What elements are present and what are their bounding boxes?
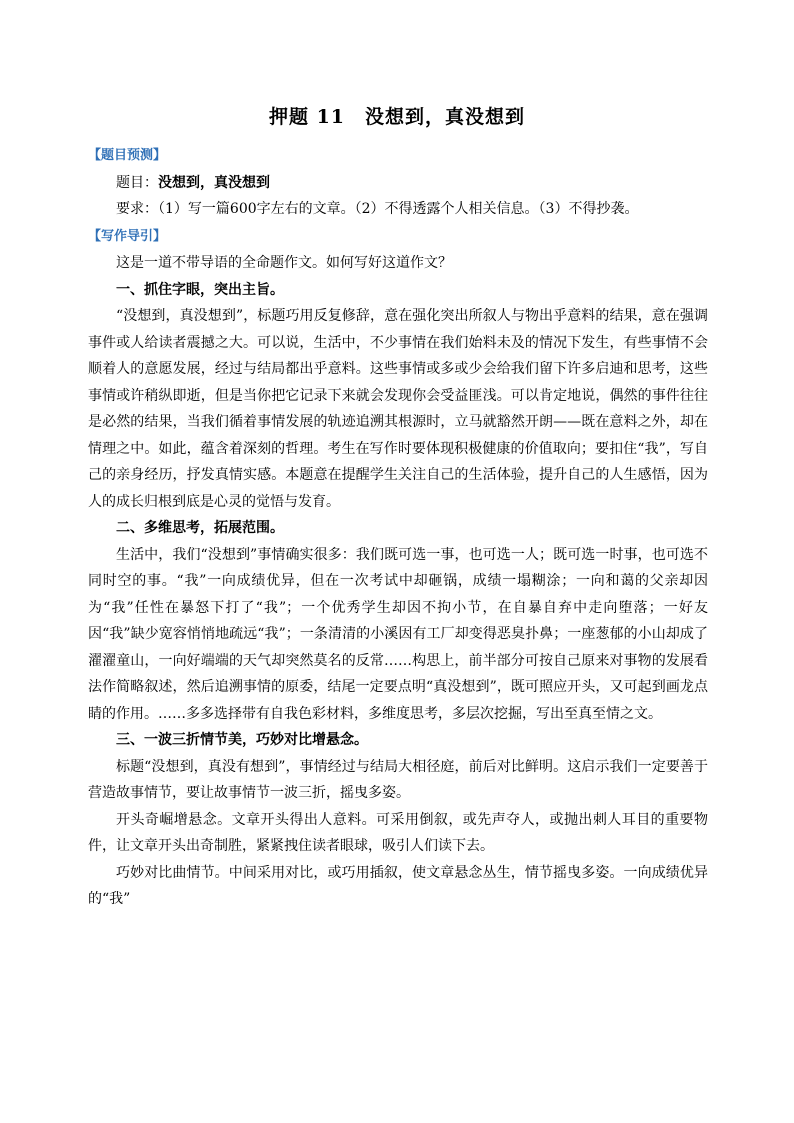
topic-label: 题目： <box>116 174 158 191</box>
paragraph-4: 开头奇崛增悬念。文章开头得出人意料。可采用倒叙，或先声夺人，或抛出刺人耳目的重要物件，让文章开头出奇制胜，紧紧拽住读者眼球，吸引人们读下去。 <box>88 811 708 854</box>
paragraph-5: 巧妙对比曲情节。中间采用对比，或巧用插叙，使文章悬念丛生，情节摇曳多姿。一向成绩优异的“我” <box>88 864 708 907</box>
paragraph-1: “没想到，真没想到”，标题巧用反复修辞，意在强化突出所叙人与物出乎意料的结果，意在强调事件或人给读者震撼之大。可以说，生活中，不少事情在我们始料未及的情况下发生，有些事情不会顺着人的意愿发展，经过与结局都出乎意料。这些事情或多或少会给我们留下许多启迪和思考，这些事情或许稍纵即逝，但是当你把它记录下来就会发现你会受益匪浅。可以肯定地说，偶然的事件往往是必然的结果，当我们循着事情发展的轨迹追溯其根源时，立马就豁然开朗——既在意料之外，却在情理之中。如此，蕴含着深刻的哲理。考生在写作时要体现积极健康的价值取向；要扣住“我”，写自己的亲身经历，抒发真情实感。本题意在提醒学生关注自己的生活体验，提升自己的人生感悟，因为人的成长归根到底是心灵的觉悟与发育。 <box>88 308 708 510</box>
paragraph-3: 标题“没想到，真没有想到”，事情经过与结局大相径庭，前后对比鲜明。这启示我们一定要善于营造故事情节，要让故事情节一波三折，摇曳多姿。 <box>88 758 708 801</box>
guide-tag-line <box>88 223 708 251</box>
document-body <box>88 142 708 913</box>
heading-3: 三、一波三折情节美，巧妙对比增悬念。 <box>116 732 368 748</box>
guide-tag: 【写作导引】 <box>88 228 167 244</box>
requirement-line: 要求：（1）写一篇600字左右的文章。（2）不得透露个人相关信息。（3）不得抄袭。 <box>116 201 639 217</box>
heading-2: 二、多维思考，拓展范围。 <box>116 520 284 536</box>
topic-value: 没想到，真没想到 <box>158 174 270 191</box>
page-title: 押题 11 没想到，真没想到 <box>268 106 526 128</box>
heading-1: 一、抓住字眼，突出主旨。 <box>116 281 284 298</box>
topic-line <box>88 170 708 197</box>
guide-intro: 这是一道不带导语的全命题作文。如何写好这道作文？ <box>116 255 452 271</box>
paragraph-2: 生活中，我们“没想到”事情确实很多：我们既可选一事，也可选一人；既可选一时事，也可选不同时空的事。“我”一向成绩优异，但在一次考试中却砸锅，成绩一塌糊涂；一向和蔼的父亲却因为“我”任性在暴怒下打了“我”；一个优秀学生却因不拘小节，在自暴自弃中走向堕落；一好友因“我”缺少宽容悄悄地疏远“我”；一条清清的小溪因有工厂却变得恶臭扑鼻；一座葱郁的小山却成了濯濯童山，一向好端端的天气却突然莫名的反常……构思上，前半部分可按自己原来对事物的发展看法作简略叙述，然后追溯事情的原委，结尾一定要点明“真没想到”，既可照应开头，又可起到画龙点睛的作用。……多多选择带有自我色彩材料，多维度思考，多层次挖掘，写出至真至情之文。 <box>88 546 708 722</box>
forecast-tag-line <box>88 142 708 170</box>
forecast-tag: 【题目预测】 <box>88 148 167 163</box>
